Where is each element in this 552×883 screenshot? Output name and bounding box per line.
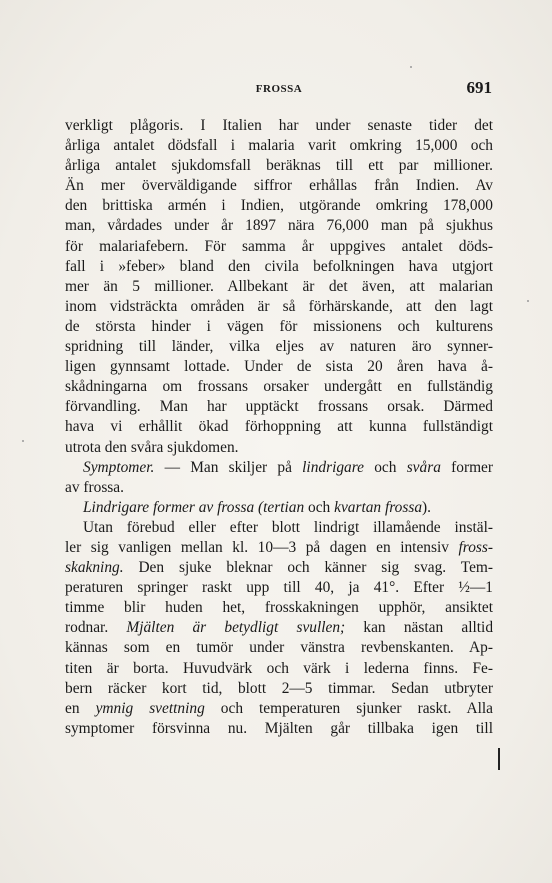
text-run: ler sig vanligen mellan kl. 10—3 på dagen en intensiv xyxy=(65,538,459,556)
text-run: former xyxy=(440,458,493,476)
p1-line-5: den brittiska armén i Indien, utgörande omkring 178,000 xyxy=(65,197,493,215)
italic-run: Lindrigare former av frossa ( xyxy=(83,498,264,516)
text-run: en xyxy=(65,699,96,717)
text-run: kan nästan alltid xyxy=(345,619,494,637)
page-number: 691 xyxy=(466,78,492,97)
p1-line-10: inom vidsträckta områden är så förhärskande, att den lagt xyxy=(65,297,493,315)
p1-line-1: verkligt plågoris. I Italien har under senaste tider det xyxy=(65,117,493,134)
text-run: Den sjuke bleknar och känner sig svag. Tem- xyxy=(123,559,493,577)
p3-line-7: kännas som en tumör under vänstra revbenskanten. Ap- xyxy=(65,639,493,657)
italic-tertian: tertian xyxy=(263,498,305,516)
p1-line-8: fall i »feber» bland den civila befolkningen hava utgjort xyxy=(65,257,493,275)
p3-line-1: Utan förebud eller efter blott lindrigt illamående instäl- xyxy=(83,518,493,536)
italic-run: Mjälten är betydligt svullen; xyxy=(126,619,346,637)
p1-line-9: mer än 5 millioner. Allbekant är det även, att malarian xyxy=(65,277,493,295)
p1-line-7: för malariafebern. För samma år uppgives antalet döds- xyxy=(65,237,493,255)
italic-run: fross- xyxy=(458,538,493,556)
text-run: ). xyxy=(422,498,432,516)
symptoms-line-1 xyxy=(65,458,493,478)
p1-line-2: årliga antalet dödsfall i malaria varit omkring 15,000 och xyxy=(65,137,493,155)
mild-forms-heading xyxy=(65,498,493,518)
paper-speck xyxy=(527,300,529,302)
p3-line-8: titen är borta. Huvudvärk och värk i lederna finns. Fe- xyxy=(65,659,493,677)
symptoms-label: Symptomer. xyxy=(83,458,155,476)
body-text xyxy=(65,116,493,739)
paper-speck xyxy=(410,66,412,68)
text-run: rodnar. xyxy=(65,619,127,637)
p3-line-9: bern räcker kort tid, blott 2—5 timmar. Sedan utbryter xyxy=(65,679,493,697)
symptoms-line-2: av frossa. xyxy=(65,478,124,496)
italic-run: skakning. xyxy=(65,559,124,577)
italic-quartan: kvartan frossa xyxy=(334,498,423,516)
p3-line-3 xyxy=(65,558,493,578)
p1-line-6: man, vårdades under år 1897 nära 76,000 man på sjukhus xyxy=(65,217,493,235)
p1-line-13: ligen gynnsamt lottade. Under de sista 20 åren hava å- xyxy=(65,358,493,376)
text-run: och xyxy=(304,498,335,516)
p3-line-4: peraturen springer raskt upp till 40, ja 41°. Efter ½—1 xyxy=(65,579,493,597)
p3-line-5: timme blir huden het, frosskakningen upphör, ansiktet xyxy=(65,599,493,617)
margin-mark xyxy=(498,748,500,770)
paper-speck xyxy=(22,440,24,442)
italic-mild: lindrigare xyxy=(302,458,364,476)
page-header xyxy=(66,78,492,100)
running-head: FROSSA xyxy=(255,83,303,95)
p3-line-10 xyxy=(65,699,493,719)
italic-severe: svåra xyxy=(406,458,441,476)
p1-line-14: skådningarna om frossans orsaker undergått en fullständig xyxy=(65,378,493,396)
italic-run: ymnig svettning xyxy=(95,699,205,717)
p1-line-4: Än mer överväldigande siffror erhållas från Indien. Av xyxy=(65,177,493,195)
p1-line-12: spridning till länder, vilka eljes av naturen äro synner- xyxy=(65,338,493,356)
p3-line-11: symptomer försvinna nu. Mjälten går tillbaka igen till xyxy=(65,719,493,737)
paragraph-malaria-statistics xyxy=(65,116,493,458)
p1-line-15: förvandling. Man har upptäckt frossans orsak. Därmed xyxy=(65,398,493,416)
text-run: — Man skiljer på xyxy=(154,458,303,476)
text-run: och xyxy=(364,458,407,476)
p3-line-2 xyxy=(65,538,493,558)
p3-line-6 xyxy=(65,618,493,638)
p1-line-16: hava vi erhållit ökad förhoppning att kunna fullständigt xyxy=(65,418,493,436)
p1-line-3: årliga antalet sjukdomsfall beräknas till ett par millioner. xyxy=(65,157,493,175)
text-run: och temperaturen sjunker raskt. Alla xyxy=(204,699,494,717)
p1-line-11: de största hinder i vägen för missionens och kulturens xyxy=(65,317,493,335)
p1-line-17: utrota den svåra sjukdomen. xyxy=(65,438,239,456)
